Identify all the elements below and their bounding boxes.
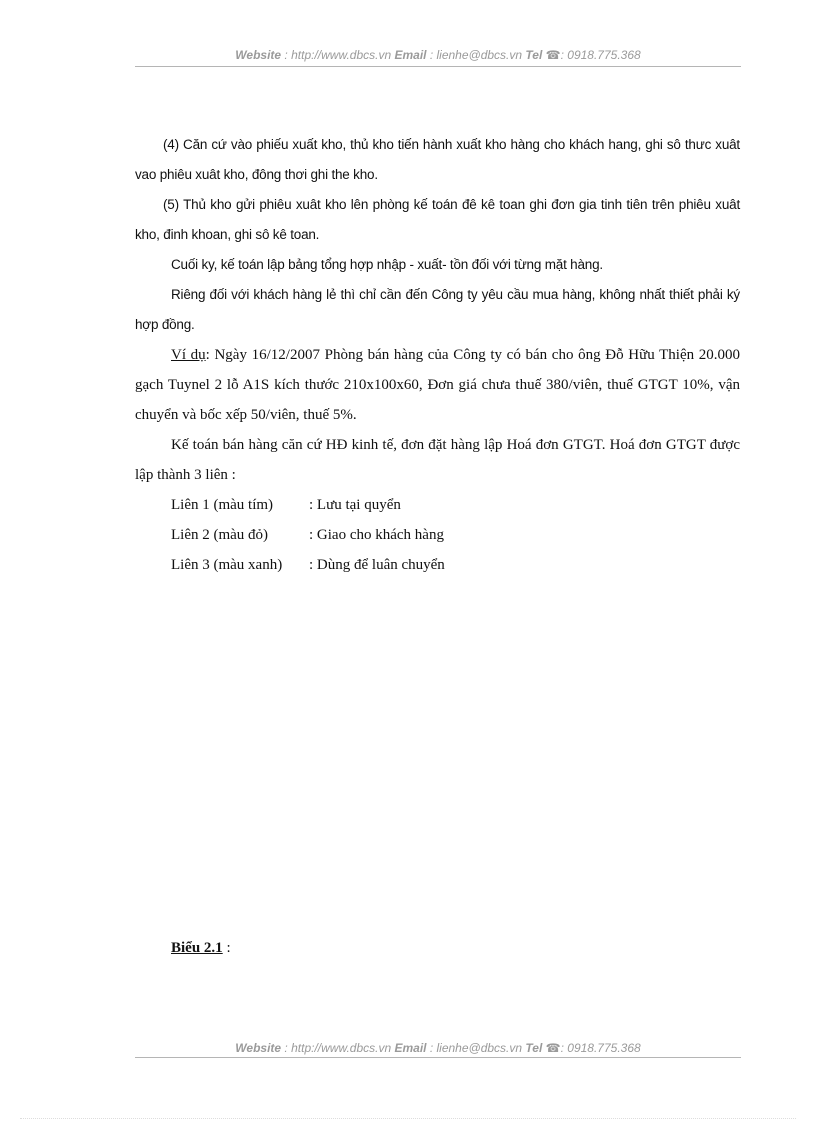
paragraph-example	[135, 340, 740, 430]
lien-label: Liên 3 (màu xanh)	[171, 557, 283, 573]
phone-icon: ☎	[545, 48, 561, 62]
footer-email-label: Email	[394, 1041, 427, 1055]
paragraph-step-5: (5) Thủ kho gửi phiêu xuât kho lên phòng kế toán đê kê toan ghi đơn gia tinh tiên trên phiêu xuât kho, đinh khoan, ghi sô kê toan.	[135, 197, 740, 242]
footer-email-value: : lienhe@dbcs.vn	[426, 1041, 526, 1055]
page-footer	[135, 1041, 741, 1055]
header-email-value: : lienhe@dbcs.vn	[426, 48, 526, 62]
list-item	[135, 490, 740, 520]
list-item	[135, 550, 740, 580]
phone-icon: ☎	[545, 1041, 561, 1055]
footer-tel-label: Tel	[525, 1041, 543, 1055]
page-header	[135, 48, 741, 62]
form-caption-label: Biểu 2.1	[171, 940, 223, 956]
lien-value: : Dùng để luân chuyển	[309, 557, 445, 573]
paragraph-invoice: Kế toán bán hàng căn cứ HĐ kinh tế, đơn đặt hàng lập Hoá đơn GTGT. Hoá đơn GTGT được lập thành 3 liên :	[135, 437, 740, 483]
form-caption-suffix: :	[222, 940, 231, 956]
header-tel-value: : 0918.775.368	[560, 48, 641, 62]
list-item	[135, 520, 740, 550]
footer-tel-value: : 0918.775.368	[560, 1041, 641, 1055]
page-bottom-edge	[20, 1118, 796, 1119]
footer-website-label: Website	[235, 1041, 282, 1055]
header-email-label: Email	[394, 48, 427, 62]
paragraph-end-of-period: Cuối ky, kế toán lập bảng tổng hợp nhập - xuất- tồn đối với từng mặt hàng.	[171, 257, 603, 272]
paragraph-retail-customers: Riêng đối với khách hàng lẻ thì chỉ cần đến Công ty yêu cầu mua hàng, không nhất thiết phải ký hợp đồng.	[135, 287, 740, 332]
lien-label: Liên 2 (màu đỏ)	[171, 527, 269, 543]
example-label: Ví dụ	[171, 347, 206, 363]
header-tel-label: Tel	[525, 48, 543, 62]
header-website-label: Website	[235, 48, 282, 62]
paragraph-step-4: (4) Căn cứ vào phiếu xuất kho, thủ kho tiến hành xuất kho hàng cho khách hang, ghi sô thưc xuât vao phiêu xuât kho, đông thơi ghi the kho.	[135, 137, 740, 182]
footer-website-value: : http://www.dbcs.vn	[281, 1041, 395, 1055]
footer-divider	[135, 1057, 741, 1058]
form-caption	[171, 940, 231, 957]
lien-value: : Lưu tại quyển	[309, 497, 401, 513]
example-text: : Ngày 16/12/2007 Phòng bán hàng của Công ty có bán cho ông Đỗ Hữu Thiện 20.000 gạch Tuynel 2 lỗ A1S kích thước 210x100x60, Đơn giá chưa thuế 380/viên, thuế GTGT 10%, vận chuyển và bốc xếp 50/viên, thuế 5%.	[135, 347, 740, 423]
document-body	[135, 130, 740, 580]
header-website-value: : http://www.dbcs.vn	[281, 48, 395, 62]
lien-label: Liên 1 (màu tím)	[171, 497, 274, 513]
header-divider	[135, 66, 741, 67]
lien-value: : Giao cho khách hàng	[309, 527, 444, 543]
